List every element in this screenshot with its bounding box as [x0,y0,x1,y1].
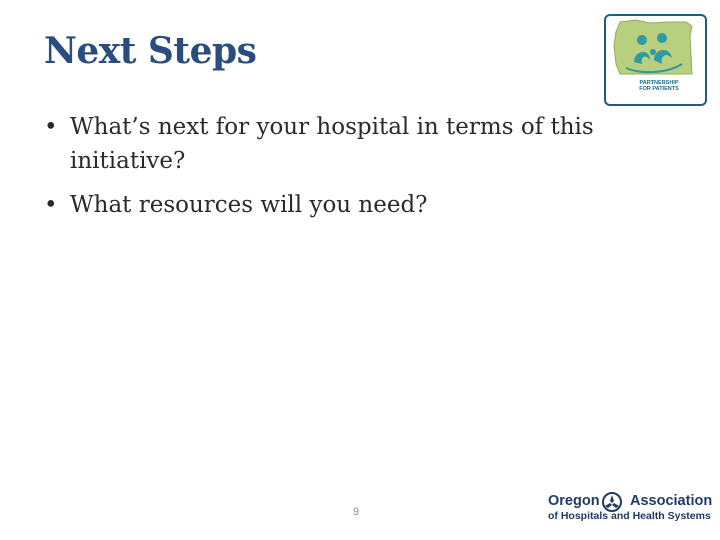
association-logo-line1: Oregon Association [548,493,713,509]
partnership-logo-name: PARTNERSHIP FOR PATIENTS [639,80,679,92]
bullet-item [44,110,694,178]
association-logo-line2: of Hospitals and Health Systems [548,510,711,522]
bullet-item [44,188,694,222]
partnership-for-patients-logo [604,14,707,106]
slide-title: Next Steps [44,30,257,72]
bullet-text: What’s next for your hospital in terms of this initiative? [70,114,594,174]
association-emblem-icon [599,492,625,512]
bullet-marker: • [44,114,58,140]
bullet-marker: • [44,192,58,218]
oregon-association-logo [546,492,712,530]
page-number: 9 [352,506,360,518]
bullet-list [44,110,694,232]
bullet-text: What resources will you need? [70,192,428,218]
